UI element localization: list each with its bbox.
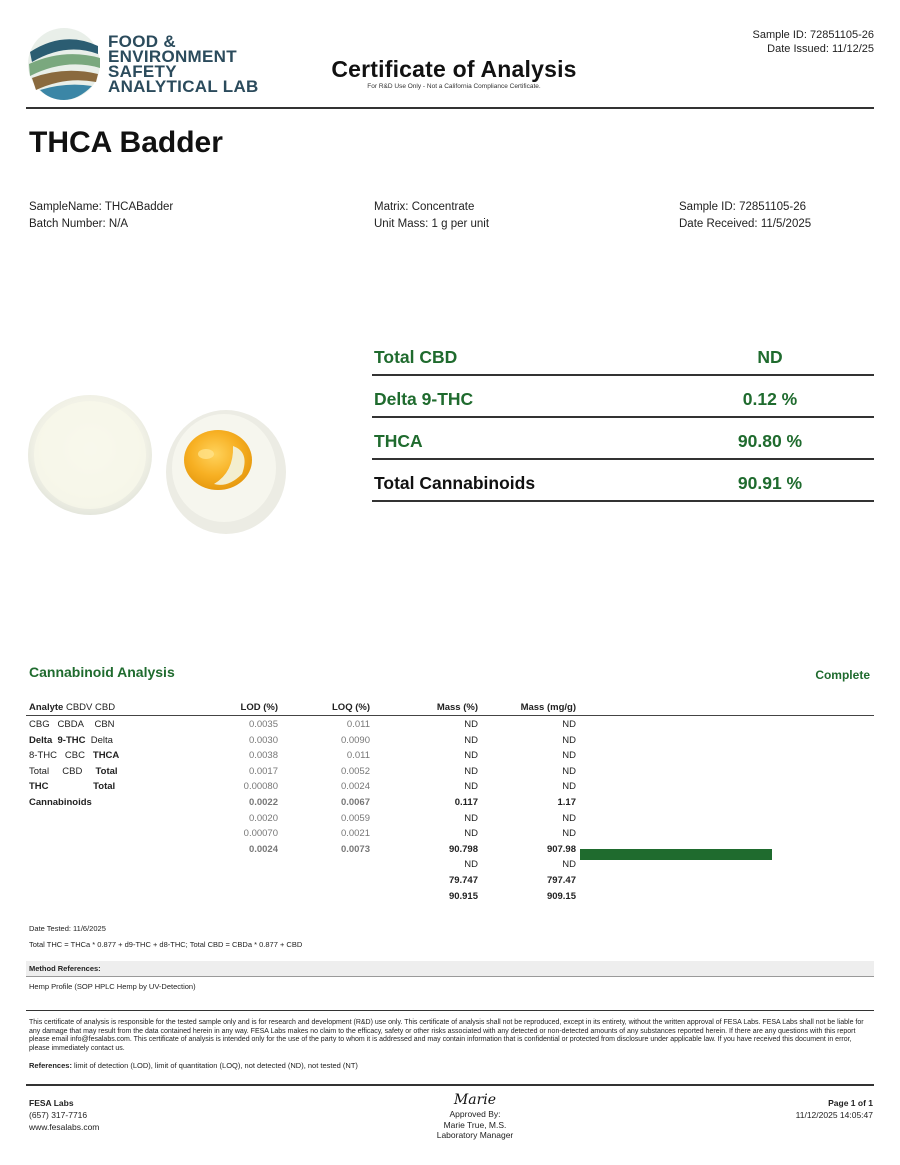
cell-mass-pct: ND	[464, 859, 478, 871]
cell-mass-pct: ND	[464, 812, 478, 824]
summary-value: 0.12 %	[742, 389, 798, 409]
table-row	[0, 811, 900, 827]
disclaimer-divider	[26, 1010, 874, 1011]
table-row	[0, 717, 900, 733]
date-received: Date Received: 11/5/2025	[679, 218, 812, 230]
matrix: Matrix: Concentrate	[374, 201, 475, 213]
cell-mass-pct: 0.117	[454, 797, 478, 808]
analyte-header-name: CBDV	[65, 702, 93, 713]
approver-signature: Marie	[453, 1092, 497, 1108]
table-row	[0, 889, 900, 905]
header-divider	[26, 107, 874, 109]
references-label: References:	[29, 1061, 72, 1070]
header-date-issued: Date Issued: 11/12/25	[767, 43, 874, 55]
summary-label: THCA	[374, 431, 423, 451]
cell-lod: 0.0024	[248, 843, 278, 855]
cell-mass-mg: 907.98	[546, 843, 576, 855]
col-loq: LOQ (%)	[332, 702, 370, 713]
logo-line: FOOD &	[108, 32, 176, 51]
table-row	[0, 733, 900, 749]
approval-block	[375, 1109, 575, 1141]
footer-phone: (657) 317-7716	[29, 1110, 88, 1120]
summary-value: 90.80 %	[737, 431, 803, 451]
cell-mass-pct: 90.798	[448, 843, 478, 855]
analyte-header-label: Analyte	[29, 702, 64, 713]
document-title: Certificate of Analysis	[331, 56, 577, 82]
cell-loq: 0.0021	[340, 828, 370, 840]
cell-loq: 0.0052	[340, 765, 370, 777]
summary-total-cannabinoids	[372, 460, 874, 502]
footer-lab-name: FESA Labs	[29, 1098, 74, 1108]
table-header-divider	[26, 715, 874, 716]
cell-lod: 0.0030	[248, 734, 278, 746]
cell-mass-pct: ND	[464, 734, 478, 746]
cell-loq: 0.011	[346, 750, 370, 762]
summary-total-cbd	[372, 334, 874, 376]
cell-mass-pct: 79.747	[448, 875, 478, 886]
page-number: Page 1 of 1	[828, 1098, 873, 1108]
cell-loq: 0.0067	[340, 797, 370, 808]
cell-mass-mg: ND	[562, 750, 576, 762]
cell-lod: 0.0035	[248, 719, 278, 730]
sample-photo-image	[28, 390, 298, 540]
table-row	[0, 873, 900, 889]
analyte-line: Cannabinoids	[29, 796, 92, 808]
col-mass-mg: Mass (mg/g)	[520, 702, 576, 713]
method-reference: Hemp Profile (SOP HPLC Hemp by UV-Detection)	[29, 982, 196, 991]
summary-label: Total CBD	[374, 347, 458, 367]
analyte-header-name: CBD	[95, 702, 116, 713]
cell-mass-pct: ND	[464, 750, 478, 762]
status-badge: Complete	[815, 668, 870, 682]
analyte-line: 8-THC CBC THCA	[29, 750, 120, 762]
cell-lod: 0.00080	[243, 781, 278, 793]
table-row	[0, 779, 900, 795]
header-ids	[753, 28, 875, 56]
analyte-line: THC Total	[29, 781, 116, 793]
cell-mass-mg: 797.47	[546, 875, 576, 886]
cell-mass-pct: ND	[464, 719, 478, 730]
meta-column-sample	[29, 199, 173, 233]
cell-loq: 0.0059	[340, 812, 370, 824]
section-title: Cannabinoid Analysis	[29, 664, 175, 680]
analyte-line: Delta 9-THC Delta	[29, 734, 113, 746]
references-text: limit of detection (LOD), limit of quantitation (LOQ), not detected (ND), not tested (NT)	[74, 1061, 358, 1070]
summary-value: ND	[757, 347, 783, 367]
cell-loq: 0.011	[346, 719, 370, 730]
cell-mass-mg: ND	[562, 812, 576, 824]
cell-mass-mg: 1.17	[557, 797, 576, 808]
logo-line: SAFETY	[108, 62, 177, 81]
cell-loq: 0.0073	[340, 843, 370, 855]
cell-mass-pct: ND	[464, 828, 478, 840]
references	[29, 1061, 358, 1070]
method-divider	[26, 976, 874, 977]
unit-mass: Unit Mass: 1 g per unit	[374, 218, 490, 230]
analyte-line: Total CBD Total	[29, 765, 118, 777]
cell-lod: 0.0038	[248, 750, 278, 762]
col-mass-pct: Mass (%)	[436, 702, 478, 713]
document-subtitle: For R&D Use Only - Not a California Compliance Certificate.	[367, 83, 541, 90]
footer-web[interactable]: www.fesalabs.com	[29, 1122, 100, 1132]
sample-name: SampleName: THCABadder	[29, 201, 174, 213]
total-formula: Total THC = THCa * 0.877 + d9-THC + d8-THC; Total CBD = CBDa * 0.877 + CBD	[29, 940, 303, 949]
logo-line: ENVIRONMENT	[108, 47, 237, 66]
report-timestamp: 11/12/2025 14:05:47	[795, 1110, 873, 1120]
date-tested: Date Tested: 11/6/2025	[29, 924, 106, 933]
cell-mass-mg: ND	[562, 719, 576, 730]
table-row	[0, 795, 900, 811]
table-row	[0, 826, 900, 842]
header-sample-id: Sample ID: 72851105-26	[752, 29, 874, 41]
summary-label: Total Cannabinoids	[374, 473, 536, 493]
analyte-line: CBG CBDA CBN	[29, 719, 115, 730]
sample-photo	[28, 390, 298, 540]
product-name: THCA Badder	[29, 126, 223, 159]
analyte-header	[29, 702, 115, 713]
cell-lod: 0.0020	[248, 812, 278, 824]
cell-mass-mg: ND	[562, 734, 576, 746]
meta-column-ids	[679, 199, 811, 233]
approver-name: Marie True, M.S.	[443, 1119, 507, 1130]
footer-page-info	[796, 1097, 873, 1121]
cell-mass-pct: ND	[464, 765, 478, 777]
summary-label: Delta 9-THC	[374, 389, 474, 409]
cell-mass-mg: ND	[562, 765, 576, 777]
cell-lod: 0.0022	[248, 797, 278, 808]
summary-value: 90.91 %	[737, 473, 803, 493]
table-row	[0, 748, 900, 764]
cell-mass-pct: ND	[464, 781, 478, 793]
cell-lod: 0.0017	[248, 765, 278, 777]
meta-column-matrix	[374, 199, 489, 233]
summary-delta9-thc	[372, 376, 874, 418]
summary-thca	[372, 418, 874, 460]
approved-by-label: Approved By:	[449, 1109, 501, 1119]
sample-id: Sample ID: 72851105-26	[679, 201, 807, 213]
disclaimer: This certificate of analysis is responsible for the tested sample only and is for research and development (R&D) use only. This certificate of analysis shall not be reproduced, except in its entirety, without the written approval of FESA Labs. FESA Labs shall not be liable for any damage that may result from the data contained herein in any way. FESA Labs makes no claim to the efficacy, safety or other risks associated with any detected or non-detected amounts of any substances reported herein. If there are any questions with this report please email info@fesalabs.com. This certificate of analysis is intended only for the use of the party to whom it is addressed and may contain information that is confidential or protected from disclosure under applicable law. If you have received this document in error, please immediately contact us.	[29, 1019, 864, 1052]
approver-title: Laboratory Manager	[436, 1130, 514, 1140]
col-lod: LOD (%)	[240, 702, 278, 713]
table-row	[0, 764, 900, 780]
footer-contact	[29, 1097, 99, 1133]
cell-mass-pct: 90.915	[448, 890, 478, 902]
cell-loq: 0.0024	[340, 781, 370, 793]
logo-line: ANALYTICAL LAB	[108, 77, 259, 96]
cell-loq: 0.0090	[340, 734, 370, 746]
cell-mass-mg: ND	[562, 781, 576, 793]
method-band	[26, 961, 874, 976]
footer-divider	[26, 1084, 874, 1086]
batch-number: Batch Number: N/A	[29, 218, 129, 230]
cell-lod: 0.00070	[243, 828, 278, 840]
cell-mass-mg: ND	[562, 828, 576, 840]
thca-result-bar	[580, 849, 772, 860]
method-title: Method References:	[29, 964, 101, 973]
cell-mass-mg: ND	[562, 859, 576, 871]
cell-mass-mg: 909.15	[546, 890, 576, 902]
